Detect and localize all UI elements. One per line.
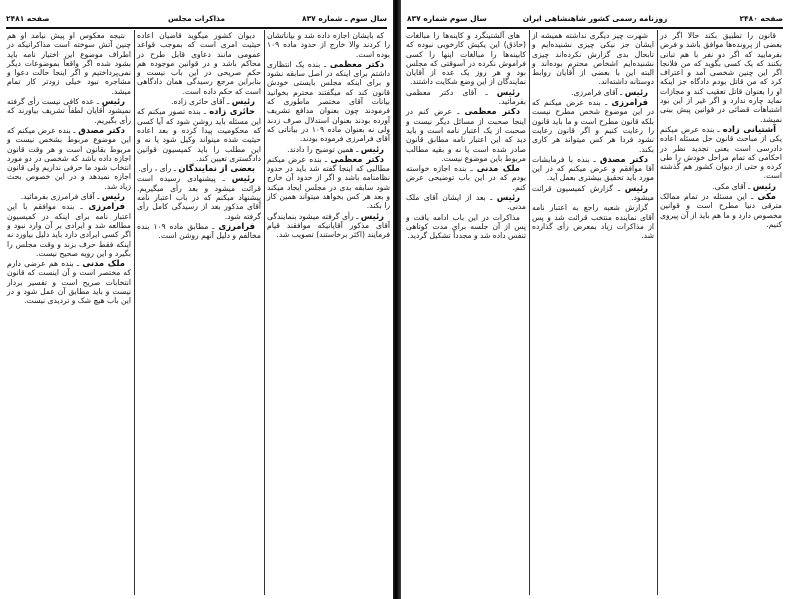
paragraph-text: ـ بعد از ایشان آقای ملک مدنی. [406,193,526,212]
paragraph-text: ـ بنده عرض میکنم مطالبی که اینجا گفته شد باید در حدود نظامنامه باشد و اگر از حدود آن خارج شود سابقه بدی در مجلس ایجاد میکند و بعد هر کس بخواهد میتواند همین کار را بکند. [267,154,390,211]
paragraph-text: ـ عده کافی نیست رأی گرفته نمیشود آقایان لطفاً تشریف بیاورند که رأی بگیریم. [7,97,131,125]
paragraph [267,145,390,154]
paragraph-text: شهرت چیز دیگری نداشته همیشه از ایشان جز نیکی چیزی نشنیده‌ایم و تابحال بدی گزارش نکرده‌اند چیزی نشنیده‌ایم اشخاص محترم بوده‌اند و البته این با بعضی از آقایان روابط دوستانه داشته‌اند. [532,31,654,87]
paragraph-text: ـ بنده اجازه خواسته بودم که در این باب توضیحی عرض کنم. [406,164,526,192]
paragraph [532,184,654,203]
speaker-name: رئیس [231,96,255,107]
speaker-name: رئیس [752,180,776,191]
paragraph-text: ـ عرض کنم در اینجا صحبت از مسائل دیگر نیست و صحبت از یک اعتبار نامه است و باید دید که این اعتبار نامه مطابق قانون صادر شده است یا نه و بقیه مطالب مربوط باین موضوع نیست. [406,107,526,163]
column-divider [134,30,135,595]
speaker-name: رئیس [624,182,648,193]
text-column [134,31,264,593]
issue-number: سال سوم ـ شماره ۸۳۷ [302,14,387,23]
column-divider [529,30,530,595]
speaker-name: رئیس [496,192,520,203]
left-page [0,0,393,599]
paragraph-text: ـ آقای فرامرزی. [571,87,623,97]
paragraph [267,31,390,59]
paragraph [137,31,261,96]
right-page [401,0,789,599]
paragraph [7,259,131,305]
paragraph-text: ـ آقای مکی. [712,181,751,191]
paragraph [532,155,654,183]
speaker-name: ملک مدنی [476,163,520,174]
speaker-name: دکتر معظمی [330,153,384,164]
speaker-name: فرامرزی [611,97,648,108]
paragraph-text: ـ رأی گرفته میشود بنمایندگی آقای مذکور آقایانیکه موافقند قیام فرمایند (اکثر برخاستند) تصویب شد. [267,211,390,240]
right-page-header [407,14,783,26]
speaker-name: دکتر معظمی [329,58,384,69]
speaker-name: دکتر مصدق [78,124,125,135]
speaker-name: دکتر معظمی [464,106,520,117]
paragraph-text: ـ رأی ، رأی. [138,164,176,174]
paragraph [7,126,131,191]
paragraph [406,88,526,107]
paragraph-text: های آلشتینگرد و کاینه‌ها را مبالغات (حاذق) این یکیش کارخوبی نبوده که کابینه‌ها را مبالغات اینها را کسی فراموش نکرده در آسوقتی که مجلس بود و هر روز یک عده از آقایان نمایندگان از این وضع شکایت داشتند. [406,31,526,87]
issue-number: سال سوم شماره ۸۳۷ [407,14,487,23]
text-column [529,31,657,593]
speaker-name: رئیس [101,96,125,107]
paragraph [532,31,654,87]
paragraph-text: قانون را تطبیق بکند حالا اگر در بعضی از پرونده‌ها موافق باشد و فرض بفرمایید که اگر دو نفر با هم تبانی بکنند که یک کسی بگوید که من فلانجا اگر این چنین شخصی آمد و اعتراف کرد که من قاتل بودم دادگاه جز اینکه او را بعنوان قاتل تعقیب کند و مجازات نماید چاره ندارد و اگر غیر از این بود اشتباهات قضائی در قوانین پیش بینی نمیشد. [660,31,782,124]
paragraph-text: نتیجه معکوس او پیش نیامد او هم چنین آتش سوخته است مذاکراتیکه در اطراف موضوع این اختیار نامه باید بشود شده اگر واقعاً بموضوعات دیگر نمی‌پرداختیم و اگر اینجا حالت دعوا و مشاجره نبود خیلی زودتر کار تمام میشد. [7,31,131,96]
paragraph [7,202,131,258]
speaker-name: رئیس [101,191,125,202]
section-title: مذاکرات مجلس [167,14,226,23]
column-divider [657,30,658,595]
paragraph-text: ـ پیشنهادی رسیده است قرائت میشود و بعد رأی میگیریم. پیشنهاد میکنم که در باب اعتبار نامه آقای مذکور بعد از رسیدگی کامل رأی گرفته شود. [137,174,261,221]
paragraph-text: که بایشان اجازه داده شد و بیاناتشان را کردند والا خارج از حدود ماده ۱۰۹ بوده است. [267,31,390,59]
column-divider [264,30,265,595]
speaker-name: دکتر مصدق [599,153,648,164]
speaker-name: رئیس [360,143,384,154]
speaker-name: رئیس [624,86,648,97]
paragraph [7,192,131,201]
page-number: صفحه ۲۴۸۱ [6,14,50,23]
paragraph-text: ـ بنده عرض میکنم که این موضوع مربوط بشخص نیست و مربوط بقانون است و هر وقت قانون اجازه داده باشد که شخصی در دو مورد انتخاب شود ما حرفی نداریم ولی قانون اجازه نمیدهد و در این خصوص بحث زیاد شد. [7,125,131,191]
paragraph [660,182,782,191]
paragraph [137,107,261,163]
paragraph-text: مذاکرات در این باب ادامه یافت و پس از آن جلسه برای مدت کوتاهی تنفس داده شد و مجدداً تشکیل گردید. [406,212,526,241]
paragraph [660,31,782,124]
speaker-name: فرامرزی [88,201,125,212]
paragraph-text: ـ بنده هم عرضی دارم که مختصر است و آن اینست که قانون انتخابات صریح است و تفسیر بردار نیست و باید مطابق آن عمل شود و در این باب هیچ شک و تردیدی نیست. [7,259,131,306]
speaker-name: حائری زاده [209,106,256,117]
paragraph [532,203,654,240]
paragraph-text: ـ بنده عرض میکنم یکی از مباحث قانون حل مسئله اعاده دادرسی است یعنی تجدید نظر در احکامی که تمام مراحل خودش را طی کرده و حتی از دیوان کشور هم گذشته است. [660,124,782,181]
paragraph-text: ـ بنده موافقم با این اعتبار نامه برای اینکه در کمیسیون مطالعه شد و ایرادی بر آن وارد نبود و اگر کسی ایرادی دارد باید دلیل بیاورد نه اینکه فقط حرف بزند و وقت مجلس را بگیرد و این رویه صحیح نیست. [7,202,131,258]
paragraph-text: ـ این مسئله در تمام ممالک مترقی دنیا مطرح است و قوانین مخصوص دارد و ما هم باید از آن پیروی کنیم. [660,192,782,229]
paragraph [406,193,526,212]
paragraph [137,164,261,173]
paragraph-text: ـ بنده با فرمایشات آقا موافقم و عرض میکنم که در این مورد باید تحقیق بیشتری بعمل آید. [532,154,654,183]
speaker-name: رئیس [360,210,385,221]
speaker-name: رئیس [231,173,255,184]
paragraph [532,98,654,154]
speaker-name: بعضی از نمایندگان [178,163,255,174]
paragraph [406,164,526,192]
speaker-name: آشتیانی زاده [722,123,776,134]
paragraph [406,107,526,163]
paragraph [7,97,131,125]
paragraph-text: دیوان کشور میگوید قاضیان اعاده حیثیت امری است که بموجب قواعد عمومی مانند دعاوی قابل طرح در محاکم باشد و در قوانین موجوده هم حکم صریحی در این باب نیست و بنابراین مرجع رسیدگی همان دادگاهی است که حکم داده است. [137,31,261,96]
paragraph [137,174,261,220]
book-spine [393,0,401,599]
paragraph-text: ـ آقای فرامرزی بفرمائید. [20,192,100,202]
text-column [657,31,785,593]
paragraph-text: ـ آقای دکتر معظمی بفرمائید. [406,87,526,107]
paragraph-text: ـ بنده تصور میکنم که این مسئله باید روشن شود که آیا کسی که محکومیت پیدا کرده و بعد اعاده حیثیت شده میتواند وکیل شود یا نه و این مطلب را باید کمیسیون قوانین دادگستری تعیین کند. [137,107,261,163]
paragraph-text: ـ بنده یک انتظاری داشتم برای اینکه در اصل سابقه نشود و برای اینکه مجلس بایستی خودش قانون کند که میگفتند محترم بخوانید بیانات آقای مختصر ماطوری که فرمودند چون بعنوان مدافع تشریف آورده بودند بعنوان استدلال صرف زدند ولی نه بعنوان ماده ۱۰۹ در بیاناتی که آقای فرامرزی فرموده بودند. [267,59,390,144]
paragraph [406,213,526,241]
header-rule [6,27,387,29]
paragraph [406,31,526,87]
text-column [403,31,529,593]
paragraph [660,192,782,229]
paragraph [267,60,390,144]
paragraph-text: ـ بنده عرض میکنم که در این موضوع شخص مطرح نیست بلکه قانون مطرح است و ما باید قانون را رعایت کنیم و اگر قانون رعایت نشود فردا هر کس میتواند هر کاری بکند. [532,98,654,154]
paragraph [137,97,261,106]
paragraph [267,155,390,211]
text-column [264,31,393,593]
paragraph-text: ـ مطابق ماده ۱۰۹ بنده مخالفم و دلیل آنهم روشن است. [137,221,261,241]
speaker-name: ملک مدنی [82,258,125,269]
paragraph [267,212,390,240]
speaker-name: رئیس [496,86,520,97]
paragraph [137,222,261,241]
paragraph [7,31,131,96]
left-page-header [6,14,387,26]
section-title: روزنامه رسمی کشور شاهنشاهی ایران [522,14,668,23]
header-rule [407,27,783,29]
paragraph [660,125,782,181]
paragraph-text: ـ همین توضیح را دادند. [287,144,359,154]
paragraph-text: ـ آقای حائری زاده. [171,97,230,107]
page-number: صفحه ۲۴۸۰ [739,14,783,23]
speaker-name: مکی [757,191,776,202]
paragraph-text: گزارش شعبه راجع به اعتبار نامه آقای نماینده منتخب قرائت شد و پس از مذاکرات زیاد بمعرض رأی گذارده شد. [532,203,654,241]
paragraph [532,88,654,97]
paragraph-text: ـ گزارش کمیسیون قرائت میشود. [532,183,654,203]
speaker-name: فرامرزی [218,220,255,231]
text-column [4,31,134,593]
